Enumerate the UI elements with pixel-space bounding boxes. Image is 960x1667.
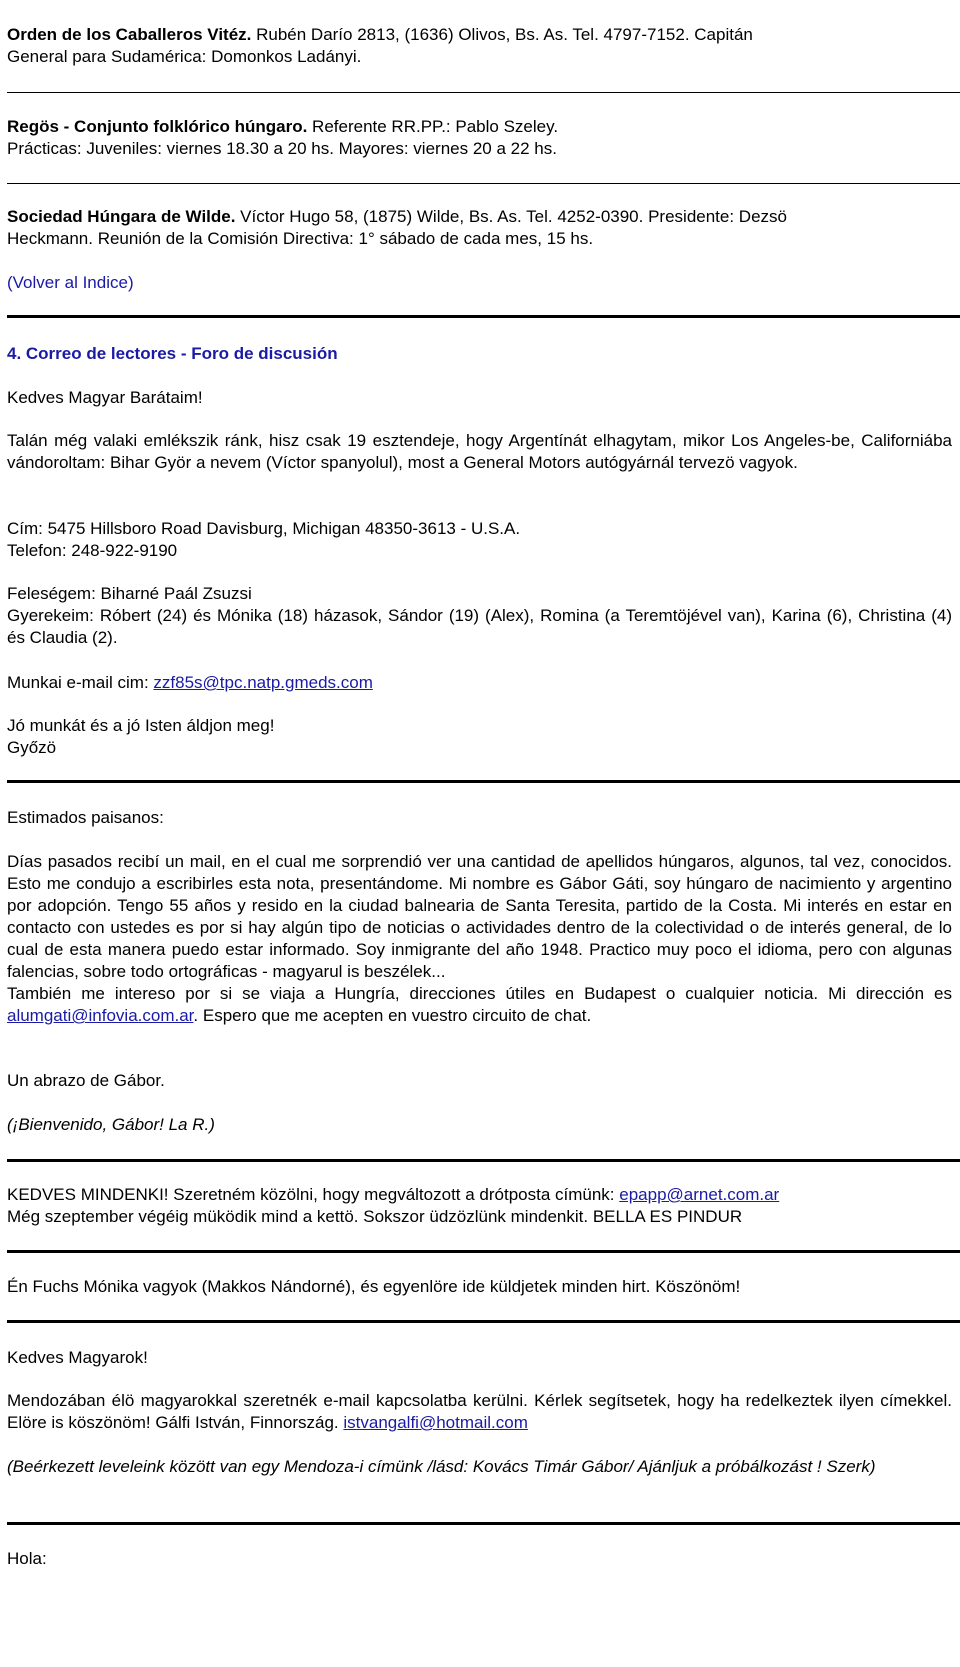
section-divider [7,1522,960,1525]
letter2-body: Días pasados recibí un mail, en el cual me sorprendió ver una cantidad de apellidos húngaros, algunos, tal vez, conocidos. Esto me condujo a escribirles esta nota, presentándome. Mi nombre es Gábor Gáti, soy húngaro de nacimiento y argentino por adopción. Tengo 55 años y resido en la ciudad balnearia de Santa Teresita, partido de la Costa. Mi interés en estar en contacto con ustedes es por si hay algún tipo de noticias o actividades dentro de la colectividad o de interés general, de lo cual de esta manera puedo estar informado. Soy inmigrante del año 1948. Practico muy poco el idioma, pero con algunas falencias, sobre todo ortográficas - magyarul is beszélek... También me intereso por si se viaja a Hungría, direcciones útiles en Budapest o cualquier noticia. Mi dirección es alumgati@infovia.com.ar. Espero que me acepten en vuestro circuito de chat. [7,852,952,1025]
letter1-body: Talán még valaki emlékszik ránk, hisz csak 19 esztendeje, hogy Argentínát elhagytam, mikor Los Angeles-be, Californiába vándoroltam: Bihar Györ a nevem (Víctor spanyolul), most a General Motors autógyárnál tervezö vagyok. [7,431,952,472]
listing-vitez-name: Orden de los Caballeros Vitéz. [7,25,252,44]
section-divider [7,1159,960,1162]
letter1-children: Gyerekeim: Róbert (24) és Mónika (18) házasok, Sándor (19) (Alex), Romina (a Teremtöjével van), Karina (6), Christina (4) és Claudia (2). [7,606,952,647]
divider [7,92,960,93]
letter3-email-link[interactable]: epapp@arnet.com.ar [619,1185,780,1204]
section-divider [7,1250,960,1253]
letter5-email-link[interactable]: istvangalfi@hotmail.com [343,1413,528,1432]
letter1-contact [7,518,952,562]
section-divider [7,1320,960,1323]
letter1-email-link[interactable]: zzf85s@tpc.natp.gmeds.com [153,673,373,692]
letter2-closing: Un abrazo de Gábor. [7,1071,165,1090]
back-to-index-link[interactable]: (Volver al Indice) [7,273,134,292]
letter1-phone: Telefon: 248-922-9190 [7,541,178,560]
listing-regos-name: Regös - Conjunto folklórico húngaro. [7,117,308,136]
letter5-editor-note: (Beérkezett leveleink között van egy Mendoza-i címünk /lásd: Kovács Timár Gábor/ Ajánljuk a próbálkozást ! Szerk) [7,1457,876,1476]
listing-vitez: Orden de los Caballeros Vitéz. Rubén Darío 2813, (1636) Olivos, Bs. As. Tel. 4797-7152. Capitán General para Sudamérica: Domonkos Ladányi. [7,25,753,66]
letter4-text: Én Fuchs Mónika vagyok (Makkos Nándorné), és egyenlöre ide küldjetek minden hirt. Köszönöm! [7,1277,741,1296]
section-title: 4. Correo de lectores - Foro de discusión [7,344,338,363]
letter1-family [7,583,952,605]
listing-wilde: Sociedad Húngara de Wilde. Víctor Hugo 58, (1875) Wilde, Bs. As. Tel. 4252-0390. Presidente: Dezsö Heckmann. Reunión de la Comisión Directiva: 1° sábado de cada mes, 15 hs. [7,207,787,248]
letter2-email-link[interactable]: alumgati@infovia.com.ar [7,1006,194,1025]
letter1-address: Cím: 5475 Hillsboro Road Davisburg, Michigan 48350-3613 - U.S.A. [7,519,521,538]
letter1-email-line: Munkai e-mail cim: zzf85s@tpc.natp.gmeds.com [7,673,373,692]
section-divider [7,315,960,318]
listing-regos: Regös - Conjunto folklórico húngaro. Referente RR.PP.: Pablo Szeley. Prácticas: Juveniles: viernes 18.30 a 20 hs. Mayores: viernes 20 a 22 hs. [7,117,559,158]
divider [7,183,960,184]
letter5-body: Mendozában élö magyarokkal szeretnék e-mail kapcsolatba kerülni. Kérlek segítsetek, hogy ha redelkeztek ilyen címekkel. Elöre is köszönöm! Gálfi István, Finnország. istvangalfi@hotmail.com [7,1391,952,1432]
letter1-closing: Jó munkát és a jó Isten áldjon meg! Győzö [7,716,275,757]
letter1-greeting: Kedves Magyar Barátaim! [7,388,203,407]
letter5-greeting: Kedves Magyarok! [7,1348,148,1367]
letter3: KEDVES MINDENKI! Szeretném közölni, hogy megváltozott a drótposta címünk: epapp@arnet.com.ar Még szeptember végéig müködik mind a kettö. Sokszor üdzözlünk mindenkit. BELLA ES PINDUR [7,1185,780,1226]
letter1-wife: Feleségem: Biharné Paál Zsuzsi [7,584,252,603]
listing-wilde-name: Sociedad Húngara de Wilde. [7,207,236,226]
letter2-greeting: Estimados paisanos: [7,808,164,827]
letter6-greeting: Hola: [7,1549,47,1568]
letter2-editor-note: (¡Bienvenido, Gábor! La R.) [7,1115,215,1134]
letter1-signature: Győzö [7,738,57,757]
section-divider [7,780,960,783]
